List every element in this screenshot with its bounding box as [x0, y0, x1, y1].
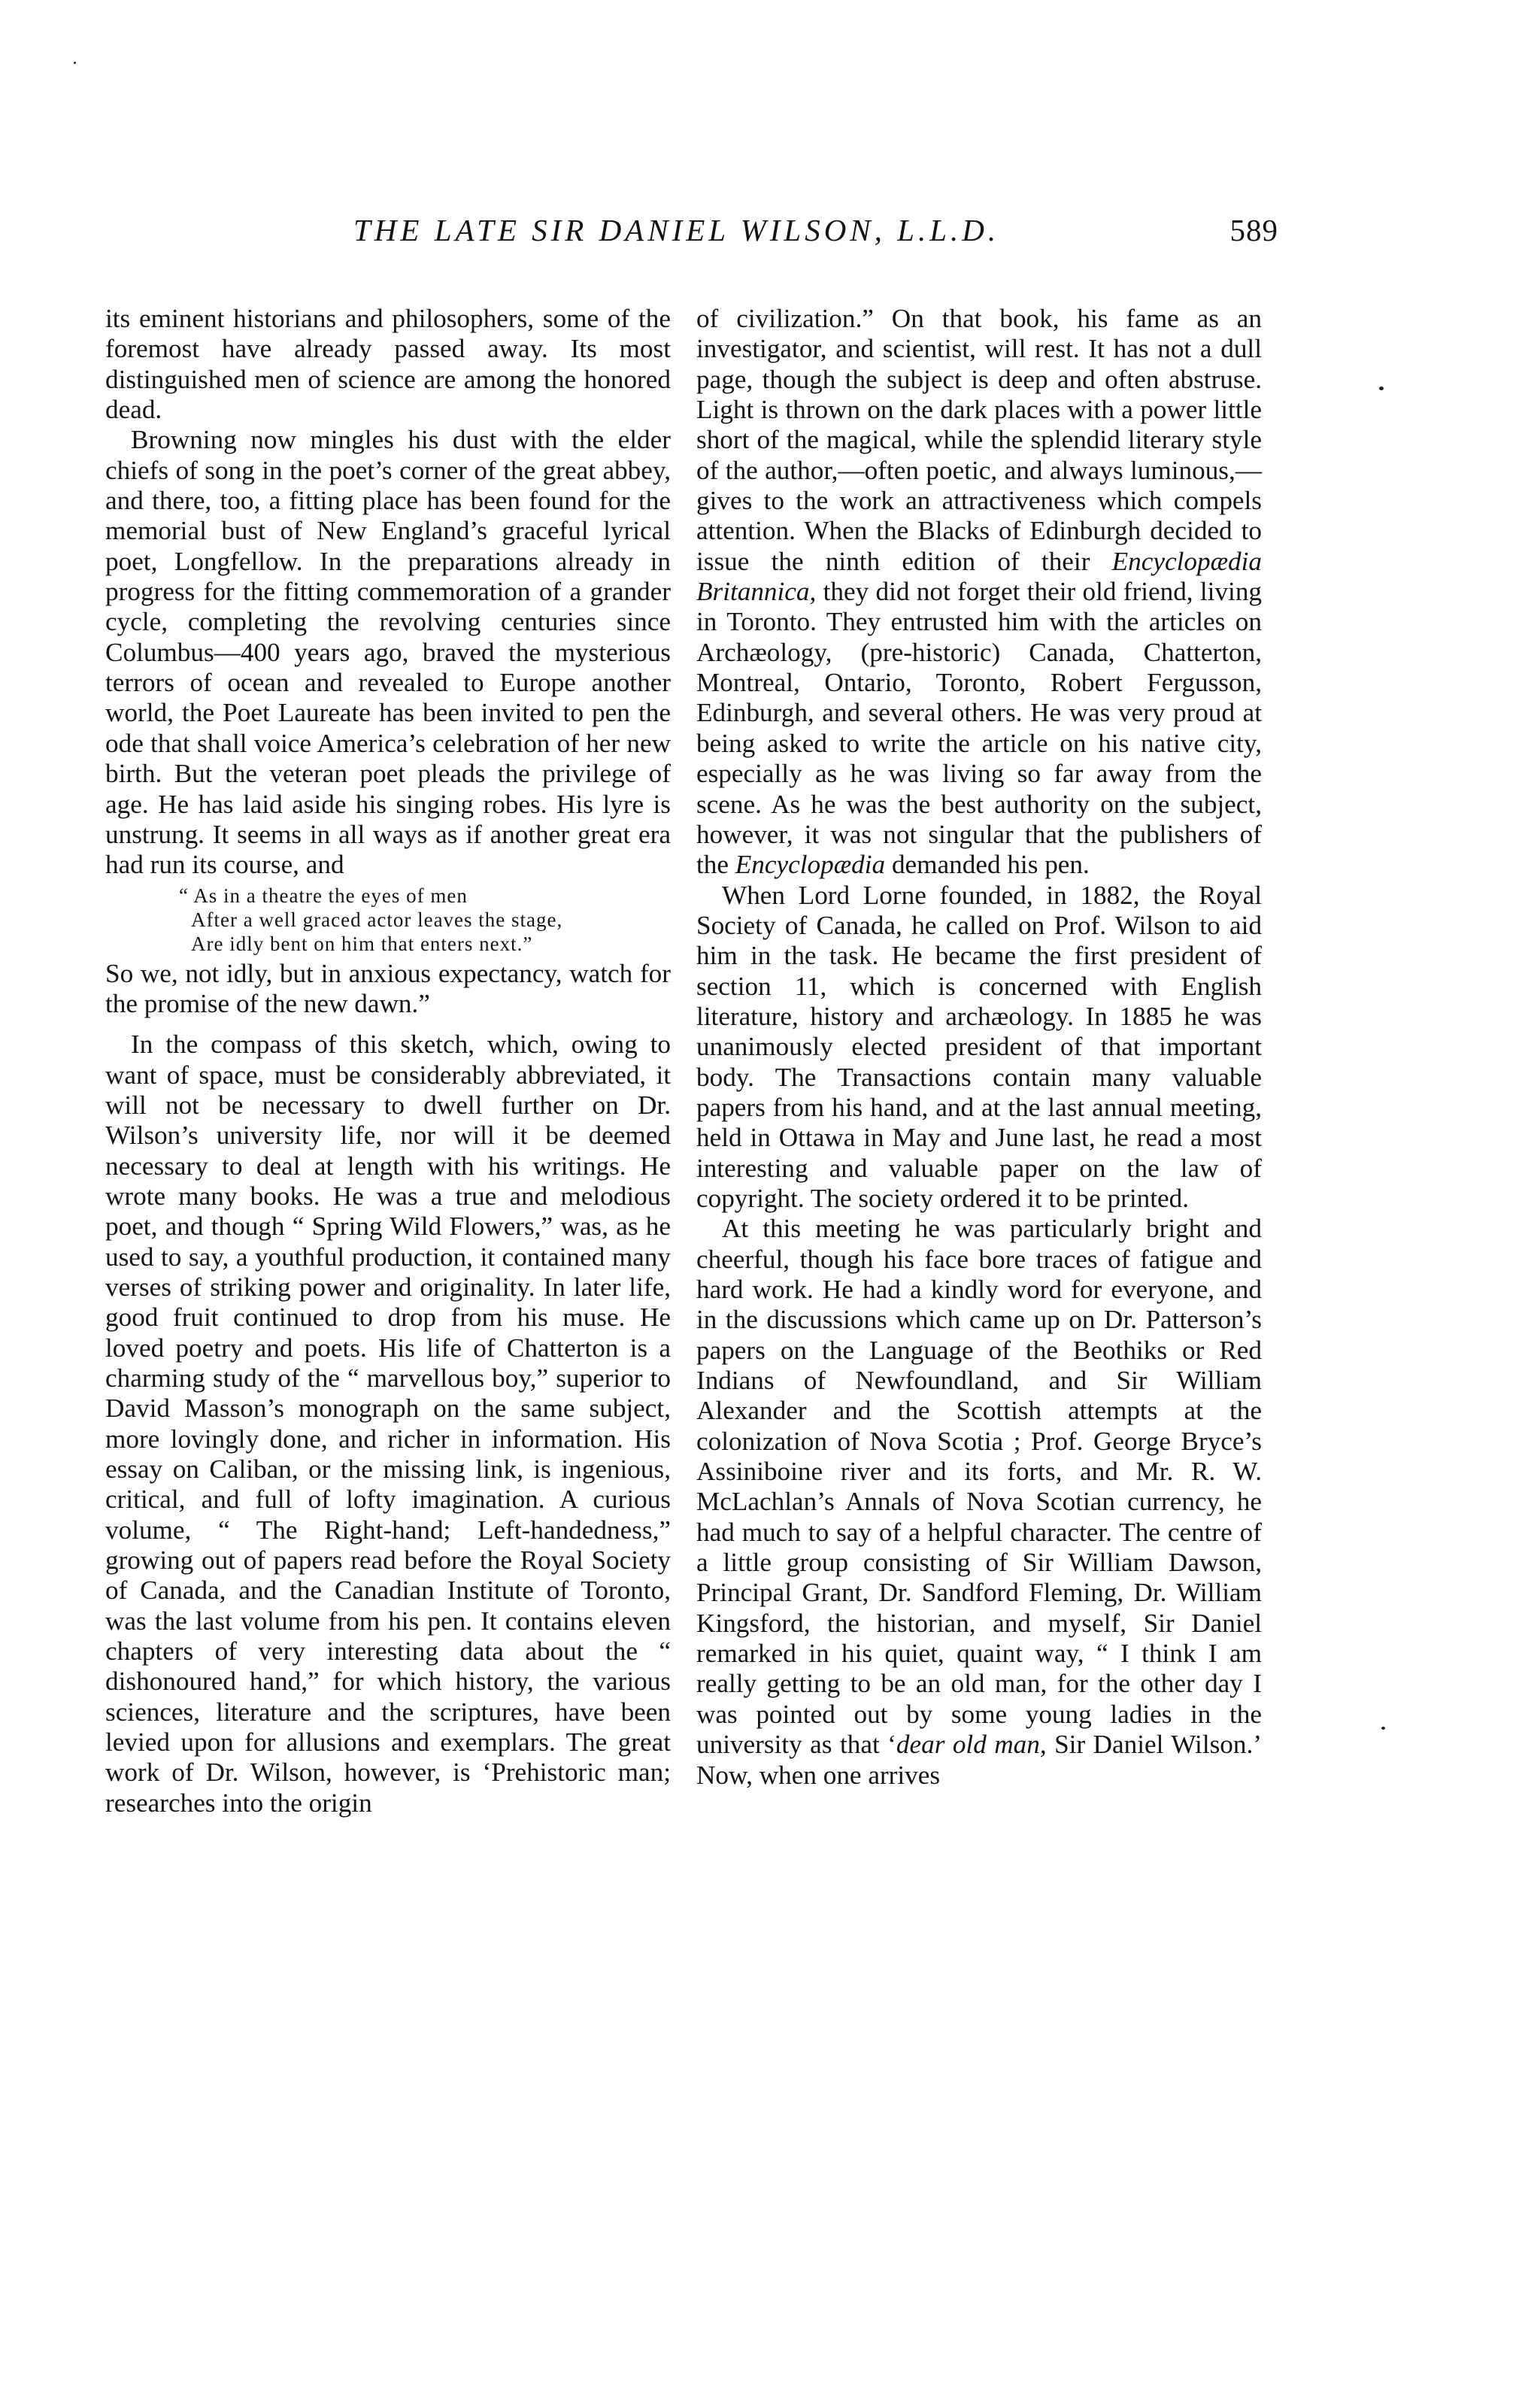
paragraph [696, 1214, 1262, 1791]
text-run: demanded his pen. [891, 850, 1090, 880]
left-column [105, 304, 671, 1818]
paragraph [696, 304, 1262, 881]
italic-quote: dear old man, [896, 1730, 1047, 1760]
text-run: At this meeting he was particularly bright and cheerful, though his face bore traces of fatigue and hard work. He had a kindly word for everyone, and in the discussions which came up on Dr. Patterson’s papers on the Language of the Beothiks or Red Indians of Newfoundland, and Sir William Alexander and the Scottish attempts at the colonization of Nova Scotia ; Prof. George Bryce’s Assiniboine river and its forts, and Mr. R. W. McLachlan’s Annals of Nova Scotian currency, he had much to say of a helpful character. The centre of a little group consisting of Sir William Dawson, Principal Grant, Dr. Sandford Fleming, Dr. William Kingsford, the historian, and myself, Sir Daniel remarked in his quiet, quaint way, “ I think I am really getting to be an old man, for the other day I was pointed out by some young ladies in the university as that ‘ [696, 1214, 1262, 1760]
italic-title: Encyclopædia Britannica, [696, 546, 1263, 607]
print-speck [1379, 387, 1384, 390]
paragraph: In the compass of this sketch, which, owing to want of space, must be considerably abbreviated, it will not be necessary to dwell further on Dr. Wilson’s university life, nor will it be deemed necessary to deal at length with his writings. He wrote many books. He was a true and melodious poet, and though “ Spring Wild Flowers,” was, as he used to say, a youthful production, it contained many verses of striking power and originality. In later life, good fruit continued to drop from his muse. He loved poetry and poets. His life of Chatterton is a charming study of the “ marvellous boy,” superior to David Masson’s monograph on the same subject, more lovingly done, and richer in information. His essay on Caliban, or the missing link, is ingenious, critical, and full of lofty imagination. A curious volume, “ The Right-hand; Left-handedness,” growing out of papers read before the Royal Society of Canada, and the Canadian Institute of Toronto, was the last volume from his pen. It contains eleven chapters of very interesting data about the “ dishonoured hand,” for which history, the various sciences, literature and the scriptures, have been levied upon for allusions and exemplars. The great work of Dr. Wilson, however, is ‘Prehistoric man; researches into the origin [105, 1030, 671, 1818]
verse-line: After a well graced actor leaves the stage, [191, 908, 563, 931]
text-run: Sir Daniel Wilson.’ Now, when one arrives [696, 1730, 1262, 1790]
print-speck [1381, 1727, 1385, 1730]
paragraph: Browning now mingles his dust with the elder chiefs of song in the poet’s corner of the great abbey, and there, too, a fitting place has been found for the memorial bust of New England’s graceful lyrical poet, Longfellow. In the preparations already in progress for the fitting commemoration of a grander cycle, completing the revolving centuries since Columbus—400 years ago, braved the mysterious terrors of ocean and revealed to Europe another world, the Poet Laureate has been invited to pen the ode that shall voice America’s celebration of her new birth. But the veteran poet pleads the privilege of age. He has laid aside his singing robes. His lyre is unstrung. It seems in all ways as if another great era had run its course, and [105, 425, 671, 880]
text-run: of civilization.” On that book, his fame as an investigator, and scientist, will rest. It has not a dull page, though the subject is deep and often abstruse. Light is thrown on the dark places with a power little short of the magical, while the splendid literary style of the author,—often poetic, and always luminous,—gives to the work an attractiveness which compels attention. When the Blacks of Edinburgh decided to issue the ninth edition of their [696, 304, 1262, 576]
text-run: they did not forget their old friend, living in Toronto. They entrusted him with the articles on Archæology, (pre-historic) Canada, Chatterton, Montreal, Ontario, Toronto, Robert Fergusson, Edinburgh, and several others. He was very proud at being asked to write the article on his native city, especially as he was living so far away from the scene. As he was the best authority on the subject, however, it was not singular that the publishers of the [696, 577, 1263, 880]
verse-quotation [179, 884, 671, 956]
paragraph: its eminent historians and philosophers, some of the foremost have already passed away. Its most distinguished men of science are among the honored dead. [105, 304, 671, 425]
right-column [696, 304, 1262, 1791]
page-header [105, 212, 1278, 257]
italic-title: Encyclopædia [735, 850, 886, 880]
verse-line: Are idly bent on him that enters next.” [191, 932, 533, 955]
paragraph: When Lord Lorne founded, in 1882, the Royal Society of Canada, he called on Prof. Wilson to aid him in the task. He became the first president of section 11, which is concerned with English literature, history and archæology. In 1885 he was unanimously elected president of that important body. The Transactions contain many valuable papers from his hand, and at the last annual meeting, held in Ottawa in May and June last, he read a most interesting and valuable paper on the law of copyright. The society ordered it to be printed. [696, 880, 1262, 1213]
page-number: 589 [1229, 213, 1278, 247]
verse-line: “ As in a theatre the eyes of men [179, 884, 468, 907]
running-title: THE LATE SIR DANIEL WILSON, L.L.D. [353, 213, 1000, 247]
paragraph: So we, not idly, but in anxious expectancy, watch for the promise of the new dawn.” [105, 958, 671, 1018]
print-speck [74, 62, 76, 64]
